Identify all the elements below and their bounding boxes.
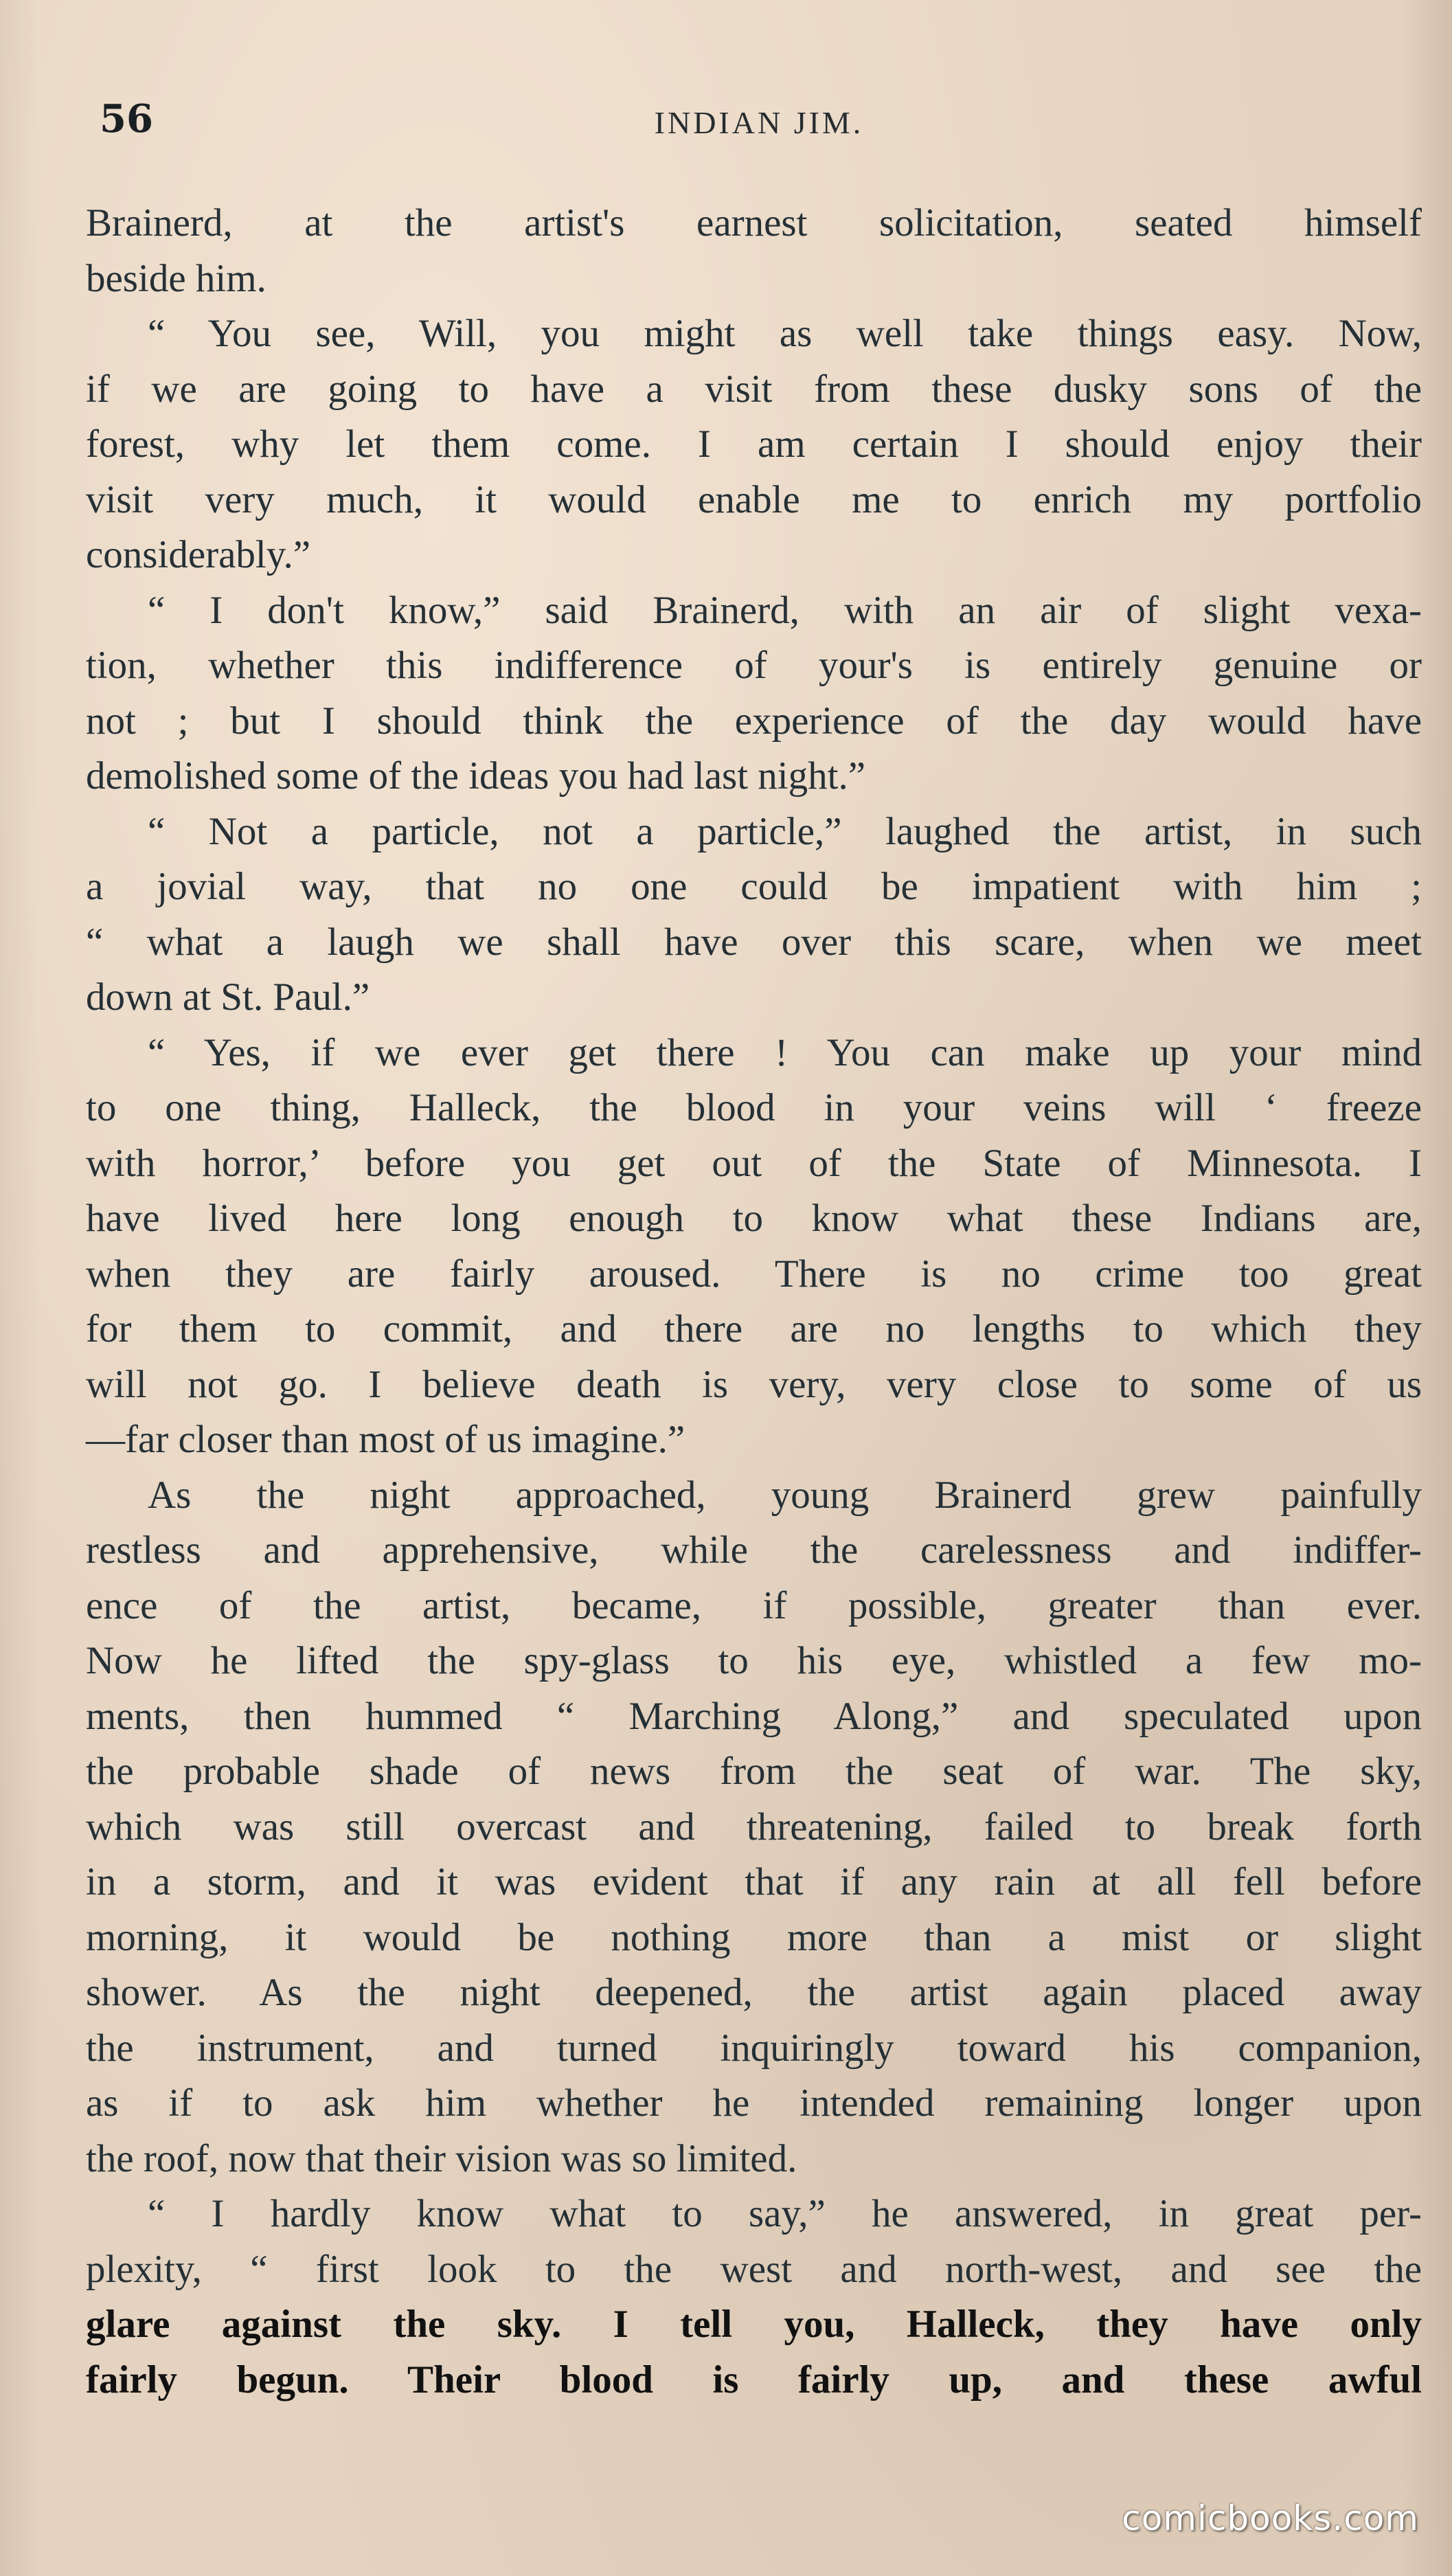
text-line: for them to commit, and there are no lengths to which they [86,1307,1422,1351]
text-line: have lived here long enough to know what these Indians are, [86,1197,1422,1240]
page-number: 56 [100,96,153,142]
text-line: —far closer than most of us imagine.” [86,1418,685,1461]
text-line: glare against the sky. I tell you, Halleck, they have only [86,2303,1422,2346]
text-line: the instrument, and turned inquiringly toward his companion, [86,2026,1422,2070]
text-line: tion, whether this indifference of your's is entirely genuine or [86,644,1422,687]
text-line: “ I don't know,” said Brainerd, with an air of slight vexa- [148,588,1422,632]
text-line: the probable shade of news from the seat of war. The sky, [86,1750,1422,1793]
text-line: morning, it would be nothing more than a mist or slight [86,1915,1422,1959]
text-line: will not go. I believe death is very, very close to some of us [86,1362,1422,1406]
text-line: the roof, now that their vision was so limited. [86,2136,797,2180]
book-title: INDIAN JIM. [654,105,864,140]
body-text [86,196,1422,2408]
text-line: plexity, “ first look to the west and north-west, and see the [86,2247,1422,2291]
text-line: in a storm, and it was evident that if any rain at all fell before [86,1860,1422,1903]
text-line: when they are fairly aroused. There is no crime too great [86,1252,1422,1296]
text-line: ence of the artist, became, if possible, greater than ever. [86,1583,1422,1627]
text-line: if we are going to have a visit from these dusky sons of the [86,367,1422,411]
running-head [100,96,1418,151]
text-line: demolished some of the ideas you had last night.” [86,754,866,798]
text-line: “ Not a particle, not a particle,” laughed the artist, in such [148,809,1422,853]
text-line: “ what a laugh we shall have over this scare, when we meet [86,920,1422,964]
text-line: not ; but I should think the experience of the day would have [86,699,1422,743]
text-line: a jovial way, that no one could be impatient with him ; [86,865,1422,908]
text-line: beside him. [86,256,266,300]
text-line: with horror,’ before you get out of the State of Minnesota. I [86,1141,1422,1185]
text-line: forest, why let them come. I am certain I should enjoy their [86,422,1422,466]
text-line: as if to ask him whether he intended remaining longer upon [86,2081,1422,2125]
text-line: “ Yes, if we ever get there ! You can make up your mind [148,1030,1422,1074]
watermark: comicbooks.com [1122,2498,1419,2538]
text-line: Brainerd, at the artist's earnest solicitation, seated himself [86,201,1422,245]
text-line: to one thing, Halleck, the blood in your veins will ‘ freeze [86,1086,1422,1129]
text-line: “ I hardly know what to say,” he answered, in great per- [148,2192,1422,2235]
text-line: Now he lifted the spy-glass to his eye, whistled a few mo- [86,1639,1422,1682]
text-line: which was still overcast and threatening, failed to break forth [86,1805,1422,1849]
text-line: shower. As the night deepened, the artist again placed away [86,1971,1422,2014]
text-line: down at St. Paul.” [86,975,370,1019]
text-line: considerably.” [86,533,311,576]
text-line: ments, then hummed “ Marching Along,” and speculated upon [86,1694,1422,1738]
text-line: As the night approached, young Brainerd grew painfully [148,1473,1422,1517]
text-line: fairly begun. Their blood is fairly up, and these awful [86,2358,1422,2402]
text-line: “ You see, Will, you might as well take things easy. Now, [148,312,1422,355]
text-line: visit very much, it would enable me to enrich my portfolio [86,477,1422,521]
text-line: restless and apprehensive, while the carelessness and indiffer- [86,1528,1422,1572]
